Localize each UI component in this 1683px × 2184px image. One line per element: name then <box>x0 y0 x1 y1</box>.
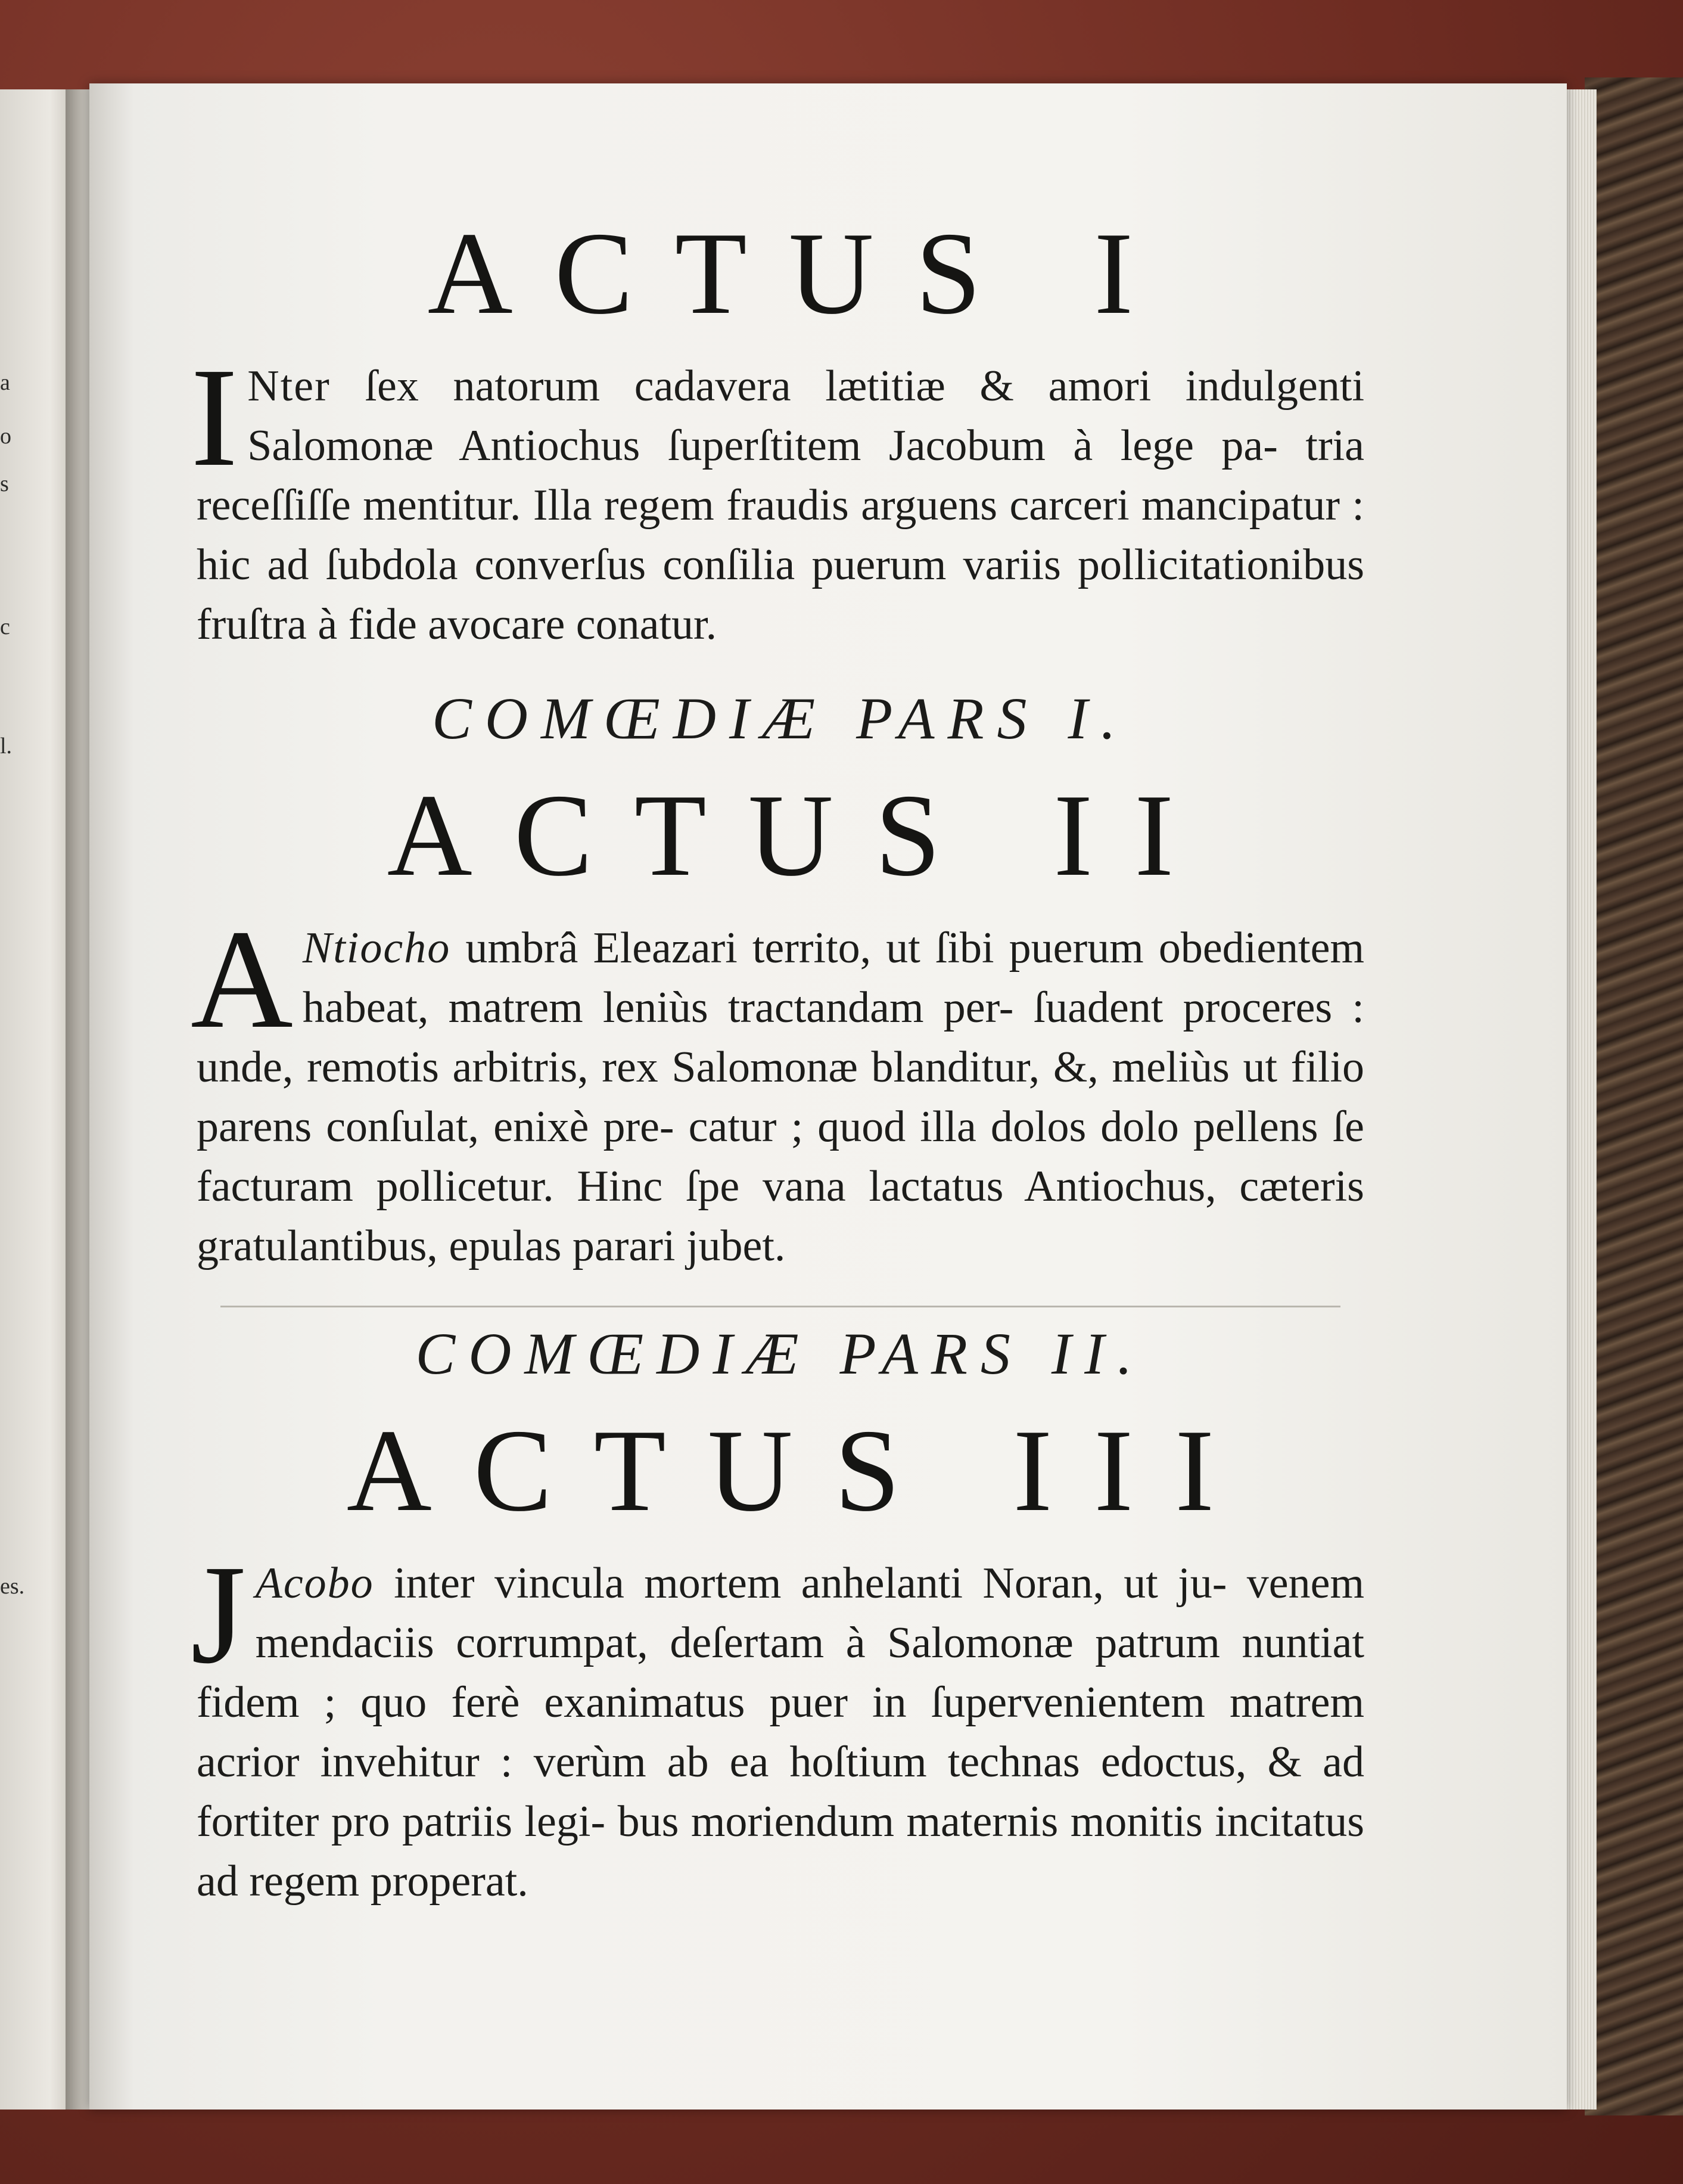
lead-word: Nter <box>247 362 331 411</box>
act-summary-paragraph <box>191 901 1365 1276</box>
text-line: tria receſſiſſe mentitur. Illa regem fraudis arguens carceri <box>197 421 1365 530</box>
text-line: patrum nuntiat fidem ; quo ferè exanimatus puer in <box>197 1618 1365 1727</box>
comedy-part-heading: COMŒDIÆ PARS I. <box>432 685 1129 751</box>
act-heading: ACTUS II <box>387 770 1216 900</box>
left-page-fragment: s <box>0 471 9 496</box>
text-line: ſex natorum cadavera lætitiæ & amori indulgenti <box>365 362 1364 411</box>
text-line: variis pollicitationibus fruſtra à fide avocare conatur. <box>197 540 1364 649</box>
text-line: Salomonæ Antiochus ſuperſtitem Jacobum à lege pa- <box>247 421 1278 470</box>
text-line: properat. <box>370 1857 528 1906</box>
text-line: blanditur, &, meliùs ut filio parens conſulat, enixè pre- <box>197 1043 1365 1151</box>
drop-cap: A <box>191 901 293 1058</box>
text-line: venem mendaciis corrumpat, deſertam à Salomonæ <box>255 1559 1365 1667</box>
drop-cap: J <box>191 1536 246 1693</box>
left-page-fragment: a <box>0 370 10 395</box>
lead-word: Acobo <box>255 1559 374 1608</box>
text-line: hoſtium technas edoctus, & ad fortiter pro patriis legi- <box>197 1738 1364 1846</box>
act-summary-paragraph <box>191 339 1365 654</box>
text-line: ſuadent proceres : unde, remotis arbitris, rex Salomonæ <box>197 983 1364 1092</box>
act-summary-paragraph <box>191 1536 1365 1911</box>
book-binding <box>1585 77 1683 2115</box>
text-line: ſupervenientem matrem acrior invehitur : verùm ab ea <box>197 1678 1365 1787</box>
text-line: bus moriendum maternis monitis incitatus ad regem <box>197 1797 1365 1906</box>
comedy-part-heading: COMŒDIÆ PARS II. <box>415 1321 1146 1387</box>
text-line: epulas parari jubet. <box>449 1222 786 1270</box>
left-page-fragment: es. <box>0 1574 25 1599</box>
left-page-fragment: o <box>0 424 11 449</box>
text-line: catur ; quod illa dolos dolo pellens ſe facturam pollicetur. <box>197 1102 1365 1211</box>
text-line: obedientem habeat, matrem leniùs tractandam per- <box>302 924 1365 1032</box>
lead-word: Ntiocho <box>302 924 451 973</box>
right-page <box>89 83 1567 2110</box>
drop-cap: I <box>191 339 238 496</box>
left-facing-page <box>0 89 71 2110</box>
left-page-fragment: c <box>0 614 10 639</box>
text-line: mancipatur : hic ad ſubdola converſus conſilia puerum <box>197 481 1364 589</box>
text-line: inter vincula mortem anhelanti Noran, ut ju- <box>394 1559 1227 1608</box>
page-text-block <box>191 208 1365 1911</box>
left-page-fragment: l. <box>0 734 13 759</box>
text-line: umbrâ Eleazari territo, ut ſibi puerum <box>465 924 1144 973</box>
text-line: Hinc ſpe vana lactatus Antiochus, cæteris gratulantibus, <box>197 1162 1364 1270</box>
act-heading: ACTUS III <box>346 1405 1256 1536</box>
act-heading: ACTUS I <box>427 208 1175 338</box>
